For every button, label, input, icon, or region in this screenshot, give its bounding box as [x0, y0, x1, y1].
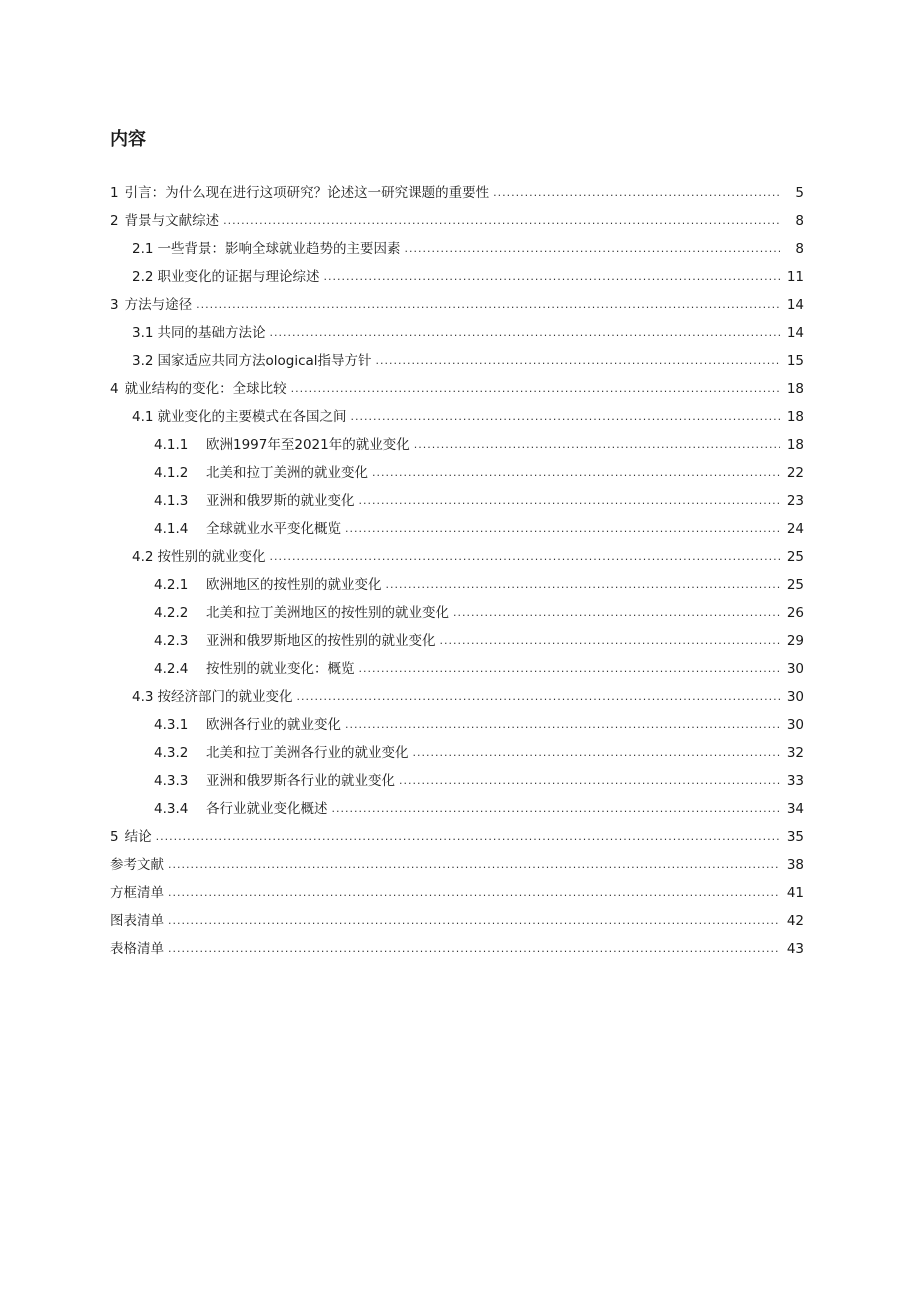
toc-entry[interactable]: [0, 627, 920, 655]
toc-entry[interactable]: [0, 851, 920, 879]
toc-entry-label: 方框清单: [110, 885, 164, 901]
toc-entry-number: 2: [110, 213, 119, 229]
toc-entry-page-number: 18: [786, 409, 804, 425]
toc-entry-label: 欧洲1997年至2021年的就业变化: [206, 437, 410, 453]
toc-entry[interactable]: [0, 683, 920, 711]
toc-entry-page-number: 5: [795, 185, 804, 201]
toc-entry[interactable]: [0, 879, 920, 907]
toc-entry[interactable]: [0, 935, 920, 963]
toc-entry-number: 4.3: [132, 689, 154, 705]
dot-leader: [323, 263, 780, 291]
toc-entry-page-number: 23: [786, 493, 804, 509]
table-of-contents: [0, 179, 920, 963]
dot-leader: [413, 739, 781, 767]
toc-entry-label: 欧洲各行业的就业变化: [206, 717, 341, 733]
toc-entry-page-number: 14: [786, 297, 804, 313]
toc-entry-page-number: 38: [786, 857, 804, 873]
toc-entry-number: 2.2: [132, 269, 154, 285]
dot-leader: [156, 823, 780, 851]
dot-leader: [168, 879, 780, 907]
toc-entry-page-number: 25: [786, 549, 804, 565]
toc-entry[interactable]: [0, 375, 920, 403]
dot-leader: [372, 459, 780, 487]
toc-entry[interactable]: [0, 319, 920, 347]
toc-entry-label: 图表清单: [110, 913, 164, 929]
toc-entry-number: 4.2.1: [154, 577, 189, 593]
toc-entry-label: 北美和拉丁美洲的就业变化: [206, 465, 368, 481]
toc-entry-page-number: 8: [795, 213, 804, 229]
toc-entry-number: 5: [110, 829, 119, 845]
toc-entry-number: 3: [110, 297, 119, 313]
toc-entry-label: 引言：为什么现在进行这项研究？论述这一研究课题的重要性: [124, 185, 490, 201]
toc-entry[interactable]: [0, 739, 920, 767]
toc-entry-page-number: 26: [786, 605, 804, 621]
toc-entry-page-number: 22: [786, 465, 804, 481]
toc-entry[interactable]: [0, 263, 920, 291]
toc-entry-label: 职业变化的证据与理论综述: [157, 269, 320, 285]
toc-entry-page-number: 18: [786, 437, 804, 453]
toc-entry[interactable]: [0, 403, 920, 431]
toc-entry-number: 4: [110, 381, 119, 397]
toc-entry-page-number: 41: [786, 885, 804, 901]
toc-entry-number: 4.1.3: [154, 493, 189, 509]
toc-entry[interactable]: [0, 543, 920, 571]
toc-entry-label: 欧洲地区的按性别的就业变化: [206, 577, 382, 593]
toc-entry[interactable]: [0, 207, 920, 235]
toc-entry[interactable]: [0, 767, 920, 795]
toc-entry-label: 亚洲和俄罗斯各行业的就业变化: [206, 773, 395, 789]
toc-entry-page-number: 29: [786, 633, 804, 649]
toc-entry-number: 4.1.1: [154, 437, 189, 453]
dot-leader: [168, 851, 780, 879]
toc-entry-page-number: 30: [786, 661, 804, 677]
toc-entry-label: 北美和拉丁美洲地区的按性别的就业变化: [206, 605, 449, 621]
toc-entry-page-number: 35: [786, 829, 804, 845]
toc-entry-number: 4.3.3: [154, 773, 189, 789]
toc-entry-number: 4.2.3: [154, 633, 189, 649]
toc-entry-number: 4.1: [132, 409, 154, 425]
toc-entry-number: 3.1: [132, 325, 154, 341]
toc-entry-label: 表格清单: [110, 941, 164, 957]
dot-leader: [440, 627, 781, 655]
toc-entry[interactable]: [0, 347, 920, 375]
toc-entry[interactable]: [0, 655, 920, 683]
toc-entry-page-number: 30: [786, 717, 804, 733]
dot-leader: [168, 935, 780, 963]
dot-leader: [291, 375, 780, 403]
toc-entry[interactable]: [0, 431, 920, 459]
dot-leader: [345, 711, 780, 739]
toc-entry-label: 按经济部门的就业变化: [157, 689, 293, 705]
toc-entry[interactable]: [0, 795, 920, 823]
toc-entry-number: 4.3.2: [154, 745, 189, 761]
dot-leader: [223, 207, 780, 235]
toc-entry-page-number: 33: [786, 773, 804, 789]
toc-entry-number: 4.2.4: [154, 661, 189, 677]
toc-entry-label: 共同的基础方法论: [157, 325, 266, 341]
toc-entry[interactable]: [0, 907, 920, 935]
toc-entry-label: 北美和拉丁美洲各行业的就业变化: [206, 745, 409, 761]
toc-entry-label: 国家适应共同方法ological指导方针: [157, 353, 372, 369]
dot-leader: [386, 571, 781, 599]
toc-entry-label: 参考文献: [110, 857, 164, 873]
toc-entry-label: 背景与文献综述: [124, 213, 220, 229]
toc-entry[interactable]: [0, 823, 920, 851]
dot-leader: [404, 235, 780, 263]
dot-leader: [376, 347, 780, 375]
toc-entry-label: 亚洲和俄罗斯的就业变化: [206, 493, 355, 509]
toc-entry-number: 1: [110, 185, 119, 201]
toc-entry[interactable]: [0, 515, 920, 543]
toc-entry-label: 按性别的就业变化：概览: [206, 661, 355, 677]
toc-entry[interactable]: [0, 459, 920, 487]
dot-leader: [350, 403, 780, 431]
dot-leader: [345, 515, 780, 543]
dot-leader: [493, 179, 780, 207]
toc-entry-label: 就业变化的主要模式在各国之间: [157, 409, 347, 425]
toc-entry-number: 4.1.4: [154, 521, 189, 537]
toc-entry-label: 按性别的就业变化: [157, 549, 266, 565]
toc-entry-label: 亚洲和俄罗斯地区的按性别的就业变化: [206, 633, 436, 649]
toc-entry-page-number: 34: [786, 801, 804, 817]
toc-entry-page-number: 42: [786, 913, 804, 929]
dot-leader: [269, 543, 780, 571]
dot-leader: [359, 655, 781, 683]
toc-entry-number: 4.3.1: [154, 717, 189, 733]
toc-entry[interactable]: [0, 571, 920, 599]
toc-entry-number: 2.1: [132, 241, 154, 257]
toc-entry-number: 4.2: [132, 549, 154, 565]
toc-entry-page-number: 30: [786, 689, 804, 705]
toc-entry-page-number: 24: [786, 521, 804, 537]
toc-entry-page-number: 32: [786, 745, 804, 761]
toc-entry-label: 一些背景：影响全球就业趋势的主要因素: [157, 241, 401, 257]
dot-leader: [399, 767, 780, 795]
dot-leader: [269, 319, 780, 347]
toc-entry-label: 方法与途径: [124, 297, 193, 313]
dot-leader: [168, 907, 780, 935]
toc-entry-page-number: 25: [786, 577, 804, 593]
toc-entry-page-number: 8: [795, 241, 804, 257]
toc-entry-page-number: 18: [786, 381, 804, 397]
dot-leader: [414, 431, 780, 459]
toc-entry-number: 3.2: [132, 353, 154, 369]
toc-entry[interactable]: [0, 179, 920, 207]
toc-entry[interactable]: [0, 487, 920, 515]
toc-entry-number: 4.3.4: [154, 801, 189, 817]
toc-entry-page-number: 43: [786, 941, 804, 957]
toc-entry[interactable]: [0, 711, 920, 739]
dot-leader: [296, 683, 780, 711]
toc-entry-page-number: 15: [786, 353, 804, 369]
toc-entry-page-number: 14: [786, 325, 804, 341]
toc-entry-label: 就业结构的变化：全球比较: [124, 381, 287, 397]
toc-entry-label: 全球就业水平变化概览: [206, 521, 341, 537]
toc-heading: 内容: [110, 129, 146, 150]
toc-entry[interactable]: [0, 291, 920, 319]
toc-entry-number: 4.1.2: [154, 465, 189, 481]
toc-entry-page-number: 11: [786, 269, 804, 285]
dot-leader: [359, 487, 781, 515]
toc-entry-label: 结论: [124, 829, 152, 845]
toc-entry-number: 4.2.2: [154, 605, 189, 621]
toc-entry[interactable]: [0, 599, 920, 627]
dot-leader: [332, 795, 781, 823]
toc-entry[interactable]: [0, 235, 920, 263]
dot-leader: [453, 599, 780, 627]
toc-entry-label: 各行业就业变化概述: [206, 801, 328, 817]
dot-leader: [196, 291, 780, 319]
